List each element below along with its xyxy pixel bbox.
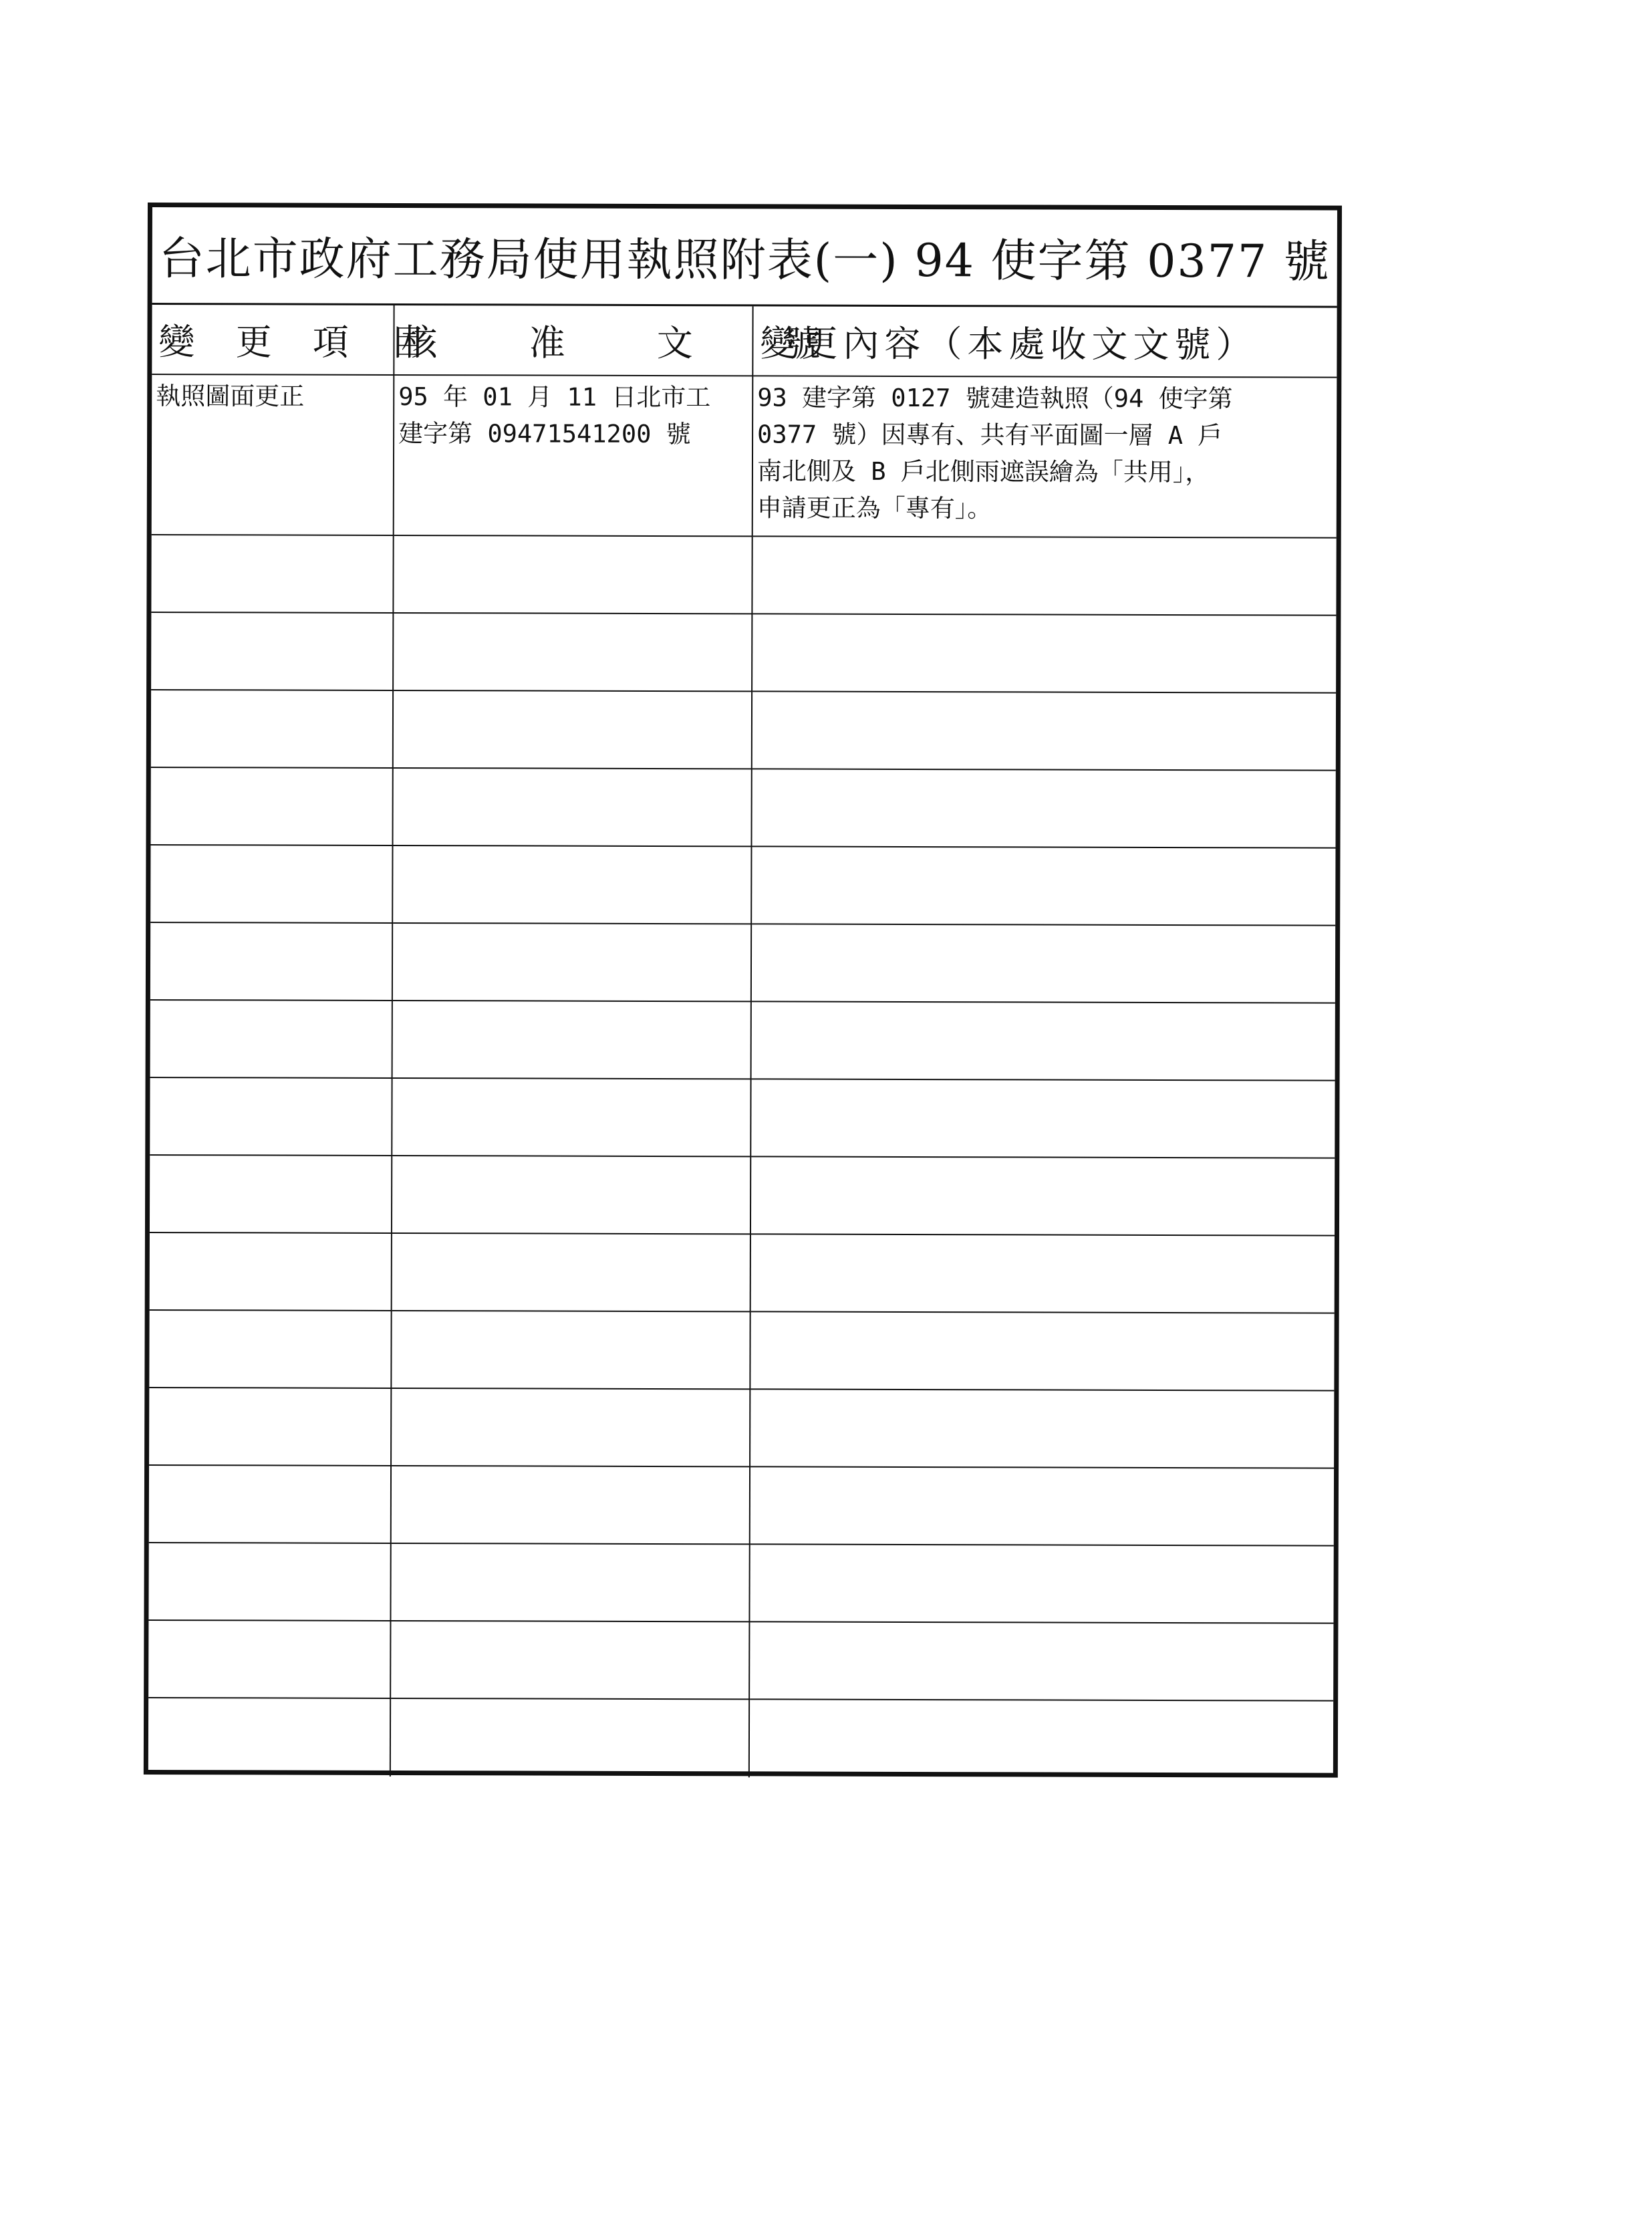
- empty-item-cell: [150, 845, 393, 924]
- empty-approval-cell: [391, 1621, 750, 1700]
- empty-content-cell: [752, 847, 1335, 926]
- empty-item-cell: [148, 1543, 391, 1621]
- empty-content-cell: [750, 1545, 1333, 1623]
- empty-approval-cell: [392, 1389, 750, 1467]
- content-cell: 93 建字第 0127 號建造執照（94 使字第 0377 號）因專有、共有平面圖一層 A 戶 南北側及 B 戶北側雨遮誤繪為「共用」， 申請更正為「專有」。: [753, 376, 1337, 538]
- empty-approval-cell: [394, 691, 752, 769]
- empty-approval-cell: [392, 1466, 750, 1545]
- empty-item-cell: [150, 1001, 393, 1079]
- empty-approval-cell: [393, 769, 752, 847]
- empty-item-cell: [150, 768, 393, 846]
- approval-cell: 95 年 01 月 11 日北市工 建字第 09471541200 號: [394, 376, 754, 537]
- empty-content-cell: [752, 1002, 1335, 1081]
- header-change-content-label: 變更內容（本處收文文號）: [760, 322, 1258, 366]
- empty-content-cell: [750, 1622, 1333, 1701]
- empty-approval-cell: [393, 924, 752, 1002]
- empty-approval-cell: [392, 1156, 751, 1234]
- empty-item-cell: [151, 535, 394, 614]
- empty-item-cell: [150, 1233, 392, 1311]
- empty-item-cell: [150, 1078, 392, 1156]
- empty-item-cell: [149, 1466, 392, 1544]
- attachment-table: [144, 203, 1342, 1778]
- empty-content-cell: [752, 924, 1335, 1003]
- empty-approval-cell: [393, 846, 752, 924]
- empty-content-cell: [750, 1390, 1334, 1468]
- empty-approval-cell: [392, 1079, 751, 1157]
- table-grid: [148, 305, 1337, 1773]
- header-change-content: [753, 306, 1337, 378]
- empty-content-cell: [750, 1312, 1334, 1391]
- empty-approval-cell: [394, 614, 752, 692]
- empty-item-cell: [151, 690, 394, 769]
- empty-approval-cell: [391, 1544, 750, 1622]
- empty-content-cell: [751, 1234, 1335, 1313]
- header-approval-number-label: 核 准 文 號: [401, 321, 861, 365]
- empty-approval-cell: [392, 1311, 750, 1390]
- item-cell: 執照圖面更正: [152, 375, 395, 536]
- header-approval-number: [394, 305, 861, 376]
- empty-approval-cell: [392, 1234, 751, 1312]
- empty-item-cell: [151, 613, 394, 691]
- header-change-item: [152, 305, 441, 376]
- empty-content-cell: [750, 1467, 1334, 1546]
- empty-approval-cell: [394, 536, 752, 614]
- empty-content-cell: [752, 614, 1336, 693]
- empty-content-cell: [751, 1157, 1335, 1236]
- table-title: 台北市政府工務局使用執照附表(一) 94 使字第 0377 號: [152, 207, 1337, 308]
- empty-content-cell: [752, 692, 1336, 771]
- empty-item-cell: [148, 1621, 391, 1699]
- empty-item-cell: [150, 923, 393, 1001]
- empty-content-cell: [751, 1079, 1335, 1158]
- empty-item-cell: [149, 1388, 392, 1466]
- empty-item-cell: [148, 1698, 391, 1777]
- empty-approval-cell: [391, 1699, 750, 1777]
- empty-item-cell: [150, 1156, 392, 1234]
- empty-content-cell: [750, 1700, 1333, 1779]
- empty-content-cell: [752, 537, 1336, 616]
- header-change-item-label: 變 更 項 目: [158, 321, 441, 364]
- empty-content-cell: [752, 769, 1335, 848]
- empty-approval-cell: [393, 1001, 752, 1079]
- empty-item-cell: [149, 1311, 392, 1389]
